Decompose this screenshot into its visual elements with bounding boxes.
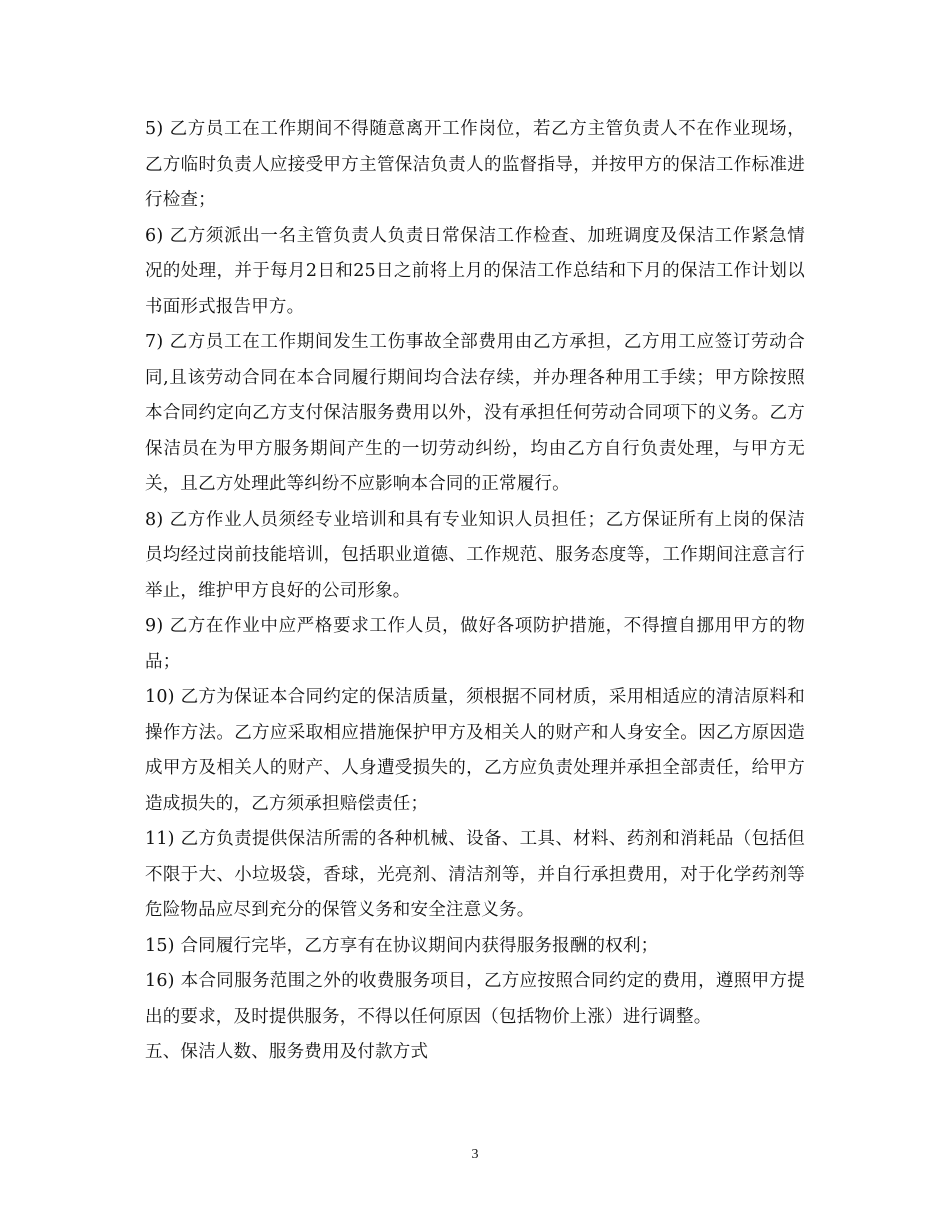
document-body — [145, 112, 805, 1071]
clause-9: 9) 乙方在作业中应严格要求工作人员，做好各项防护措施，不得擅自挪用甲方的物品； — [145, 616, 805, 672]
page-number: 3 — [471, 1147, 479, 1162]
clause-8: 8) 乙方作业人员须经专业培训和具有专业知识人员担任；乙方保证所有上岗的保洁员均经过岗前技能培训，包括职业道德、工作规范、服务态度等，工作期间注意言行举止，维护甲方良好的公司形象。 — [145, 509, 805, 601]
clause-7: 7) 乙方员工在工作期间发生工伤事故全部费用由乙方承担，乙方用工应签订劳动合同,且该劳动合同在本合同履行期间均合法存续，并办理各种用工手续；甲方除按照本合同约定向乙方支付保洁服务费用以外，没有承担任何劳动合同项下的义务。乙方保洁员在为甲方服务期间产生的一切劳动纠纷，均由乙方自行负责处理，与甲方无关，且乙方处理此等纠纷不应影响本合同的正常履行。 — [145, 332, 805, 494]
clause-15: 15) 合同履行完毕，乙方享有在协议期间内获得服务报酬的权利； — [145, 935, 659, 956]
clause-10: 10) 乙方为保证本合同约定的保洁质量，须根据不同材质，采用相适应的清洁原料和操作方法。乙方应采取相应措施保护甲方及相关人的财产和人身安全。因乙方原因造成甲方及相关人的财产、人身遭受损失的，乙方应负责处理并承担全部责任，给甲方造成损失的，乙方须承担赔偿责任； — [145, 687, 805, 814]
section-heading-5: 五、保洁人数、服务费用及付款方式 — [145, 1042, 429, 1062]
clause-5: 5) 乙方员工在工作期间不得随意离开工作岗位，若乙方主管负责人不在作业现场，乙方临时负责人应接受甲方主管保洁负责人的监督指导，并按甲方的保洁工作标准进行检查； — [145, 119, 805, 210]
clause-6: 6) 乙方须派出一名主管负责人负责日常保洁工作检查、加班调度及保洁工作紧急情况的处理，并于每月2日和25日之前将上月的保洁工作总结和下月的保洁工作计划以书面形式报告甲方。 — [145, 225, 805, 317]
clause-11: 11) 乙方负责提供保洁所需的各种机械、设备、工具、材料、药剂和消耗品（包括但不限于大、小垃圾袋，香球，光亮剂、清洁剂等，并自行承担费用，对于化学药剂等危险物品应尽到充分的保管义务和安全注意义务。 — [145, 829, 805, 920]
clause-16: 16) 本合同服务范围之外的收费服务项目，乙方应按照合同约定的费用，遵照甲方提出的要求，及时提供服务，不得以任何原因（包括物价上涨）进行调整。 — [145, 971, 805, 1027]
